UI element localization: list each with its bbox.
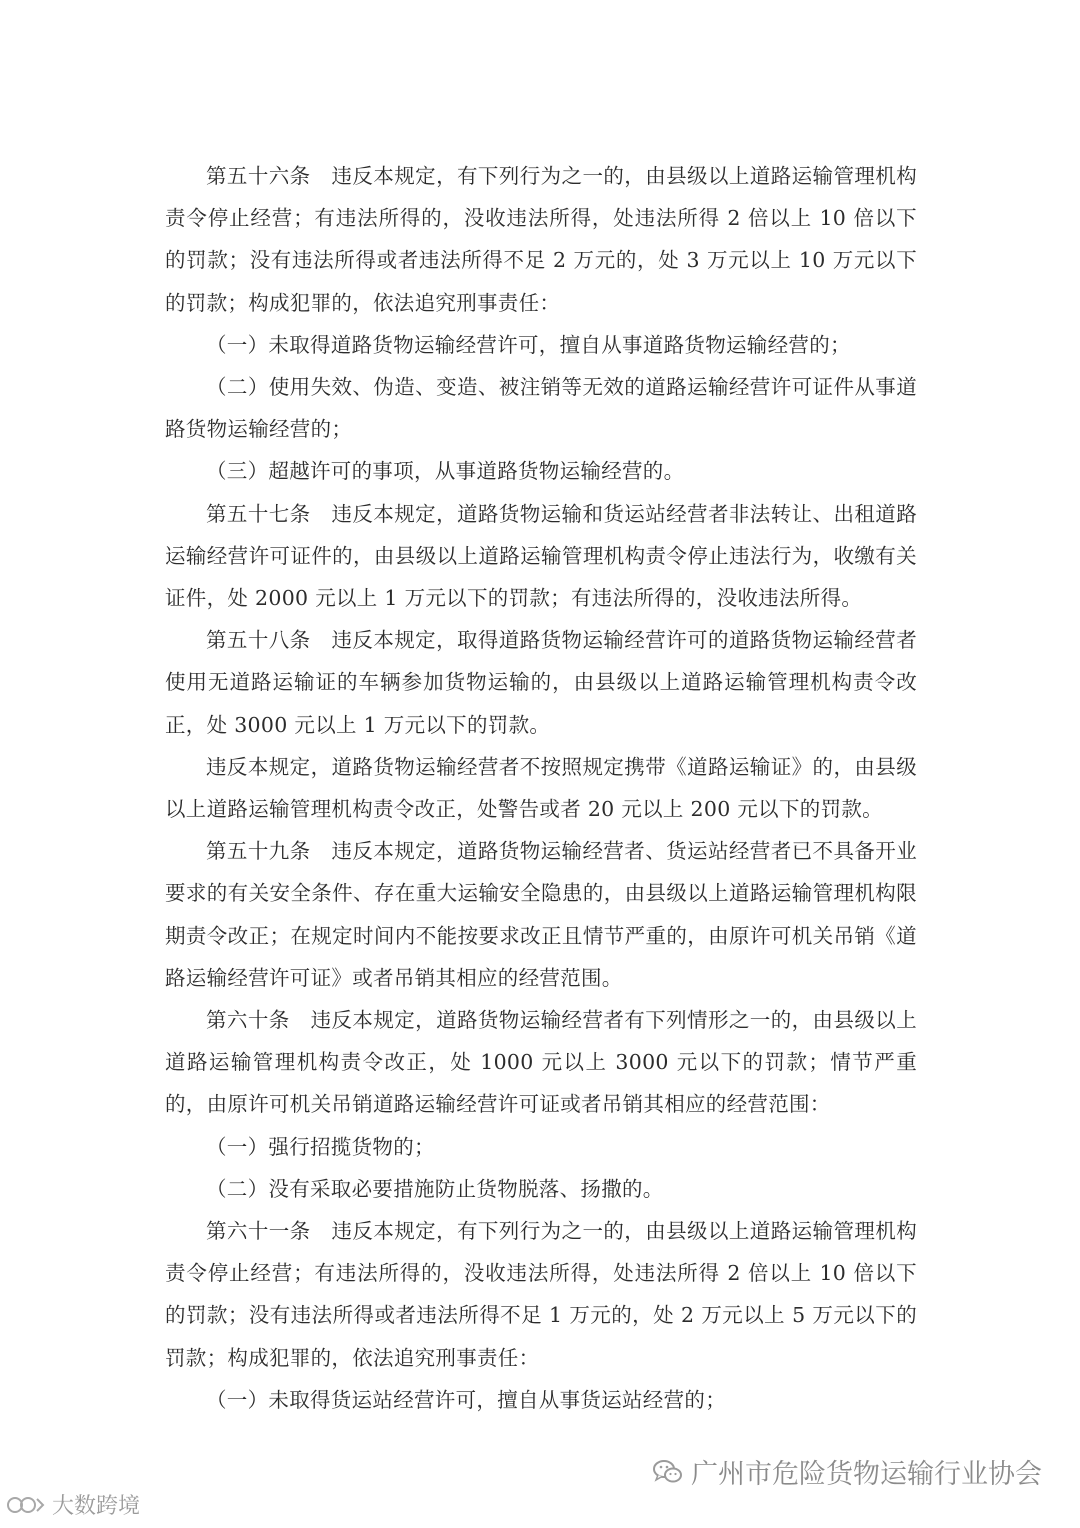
article-56: 第五十六条 违反本规定，有下列行为之一的，由县级以上道路运输管理机构责令停止经营；有违法所得的，没收违法所得，处违法所得 2 倍以上 10 倍以下的罚款；没有违法所得或者违法所得不足 2 万元的，处 3 万元以上 10 万元以下的罚款；构成犯罪的，依法追究刑事责任：	[165, 164, 917, 315]
article-60-item-1: （一）强行招揽货物的；	[206, 1134, 435, 1159]
article-61-item-1: （一）未取得货运站经营许可，擅自从事货运站经营的；	[206, 1387, 726, 1412]
article-56-item-3: （三）超越许可的事项，从事道路货物运输经营的。	[206, 459, 685, 484]
article-60: 第六十条 违反本规定，道路货物运输经营者有下列情形之一的，由县级以上道路运输管理机构责令改正，处 1000 元以上 3000 元以下的罚款；情节严重的，由原许可机关吊销道路运输经营许可证或者吊销其相应的经营范围：	[165, 1008, 917, 1117]
article-58: 第五十八条 违反本规定，取得道路货物运输经营许可的道路货物运输经营者使用无道路运输证的车辆参加货物运输的，由县级以上道路运输管理机构责令改正，处 3000 元以上 1 万元以下的罚款。	[165, 628, 917, 737]
source-watermark	[653, 1452, 1042, 1491]
source-watermark-text: 广州市危险货物运输行业协会	[691, 1459, 1042, 1490]
article-61: 第六十一条 违反本规定，有下列行为之一的，由县级以上道路运输管理机构责令停止经营；有违法所得的，没收违法所得，处违法所得 2 倍以上 10 倍以下的罚款；没有违法所得或者违法所得不足 1 万元的，处 2 万元以上 5 万元以下的罚款；构成犯罪的，依法追究刑事责任：	[165, 1219, 917, 1370]
document-body	[165, 155, 917, 1421]
platform-watermark	[6, 1489, 140, 1520]
article-58-paragraph-2: 违反本规定，道路货物运输经营者不按照规定携带《道路运输证》的，由县级以上道路运输管理机构责令改正，处警告或者 20 元以上 200 元以下的罚款。	[165, 754, 917, 822]
article-57: 第五十七条 违反本规定，道路货物运输和货运站经营者非法转让、出租道路运输经营许可证件的，由县级以上道路运输管理机构责令停止违法行为，收缴有关证件，处 2000 元以上 1 万元以下的罚款；有违法所得的，没收违法所得。	[165, 501, 917, 611]
logo-icon	[6, 1493, 46, 1517]
platform-watermark-text: 大数跨境	[52, 1494, 141, 1519]
article-59: 第五十九条 违反本规定，道路货物运输经营者、货运站经营者已不具备开业要求的有关安全条件、存在重大运输安全隐患的，由县级以上道路运输管理机构限期责令改正；在规定时间内不能按要求改正且情节严重的，由原许可机关吊销《道路运输经营许可证》或者吊销其相应的经营范围。	[165, 839, 917, 990]
article-56-item-1: （一）未取得道路货物运输经营许可，擅自从事道路货物运输经营的；	[206, 332, 851, 357]
article-56-item-2: （二）使用失效、伪造、变造、被注销等无效的道路运输经营许可证件从事道路货物运输经营的；	[165, 375, 917, 442]
article-60-item-2: （二）没有采取必要措施防止货物脱落、扬撒的。	[206, 1176, 664, 1201]
wechat-icon	[653, 1459, 683, 1485]
